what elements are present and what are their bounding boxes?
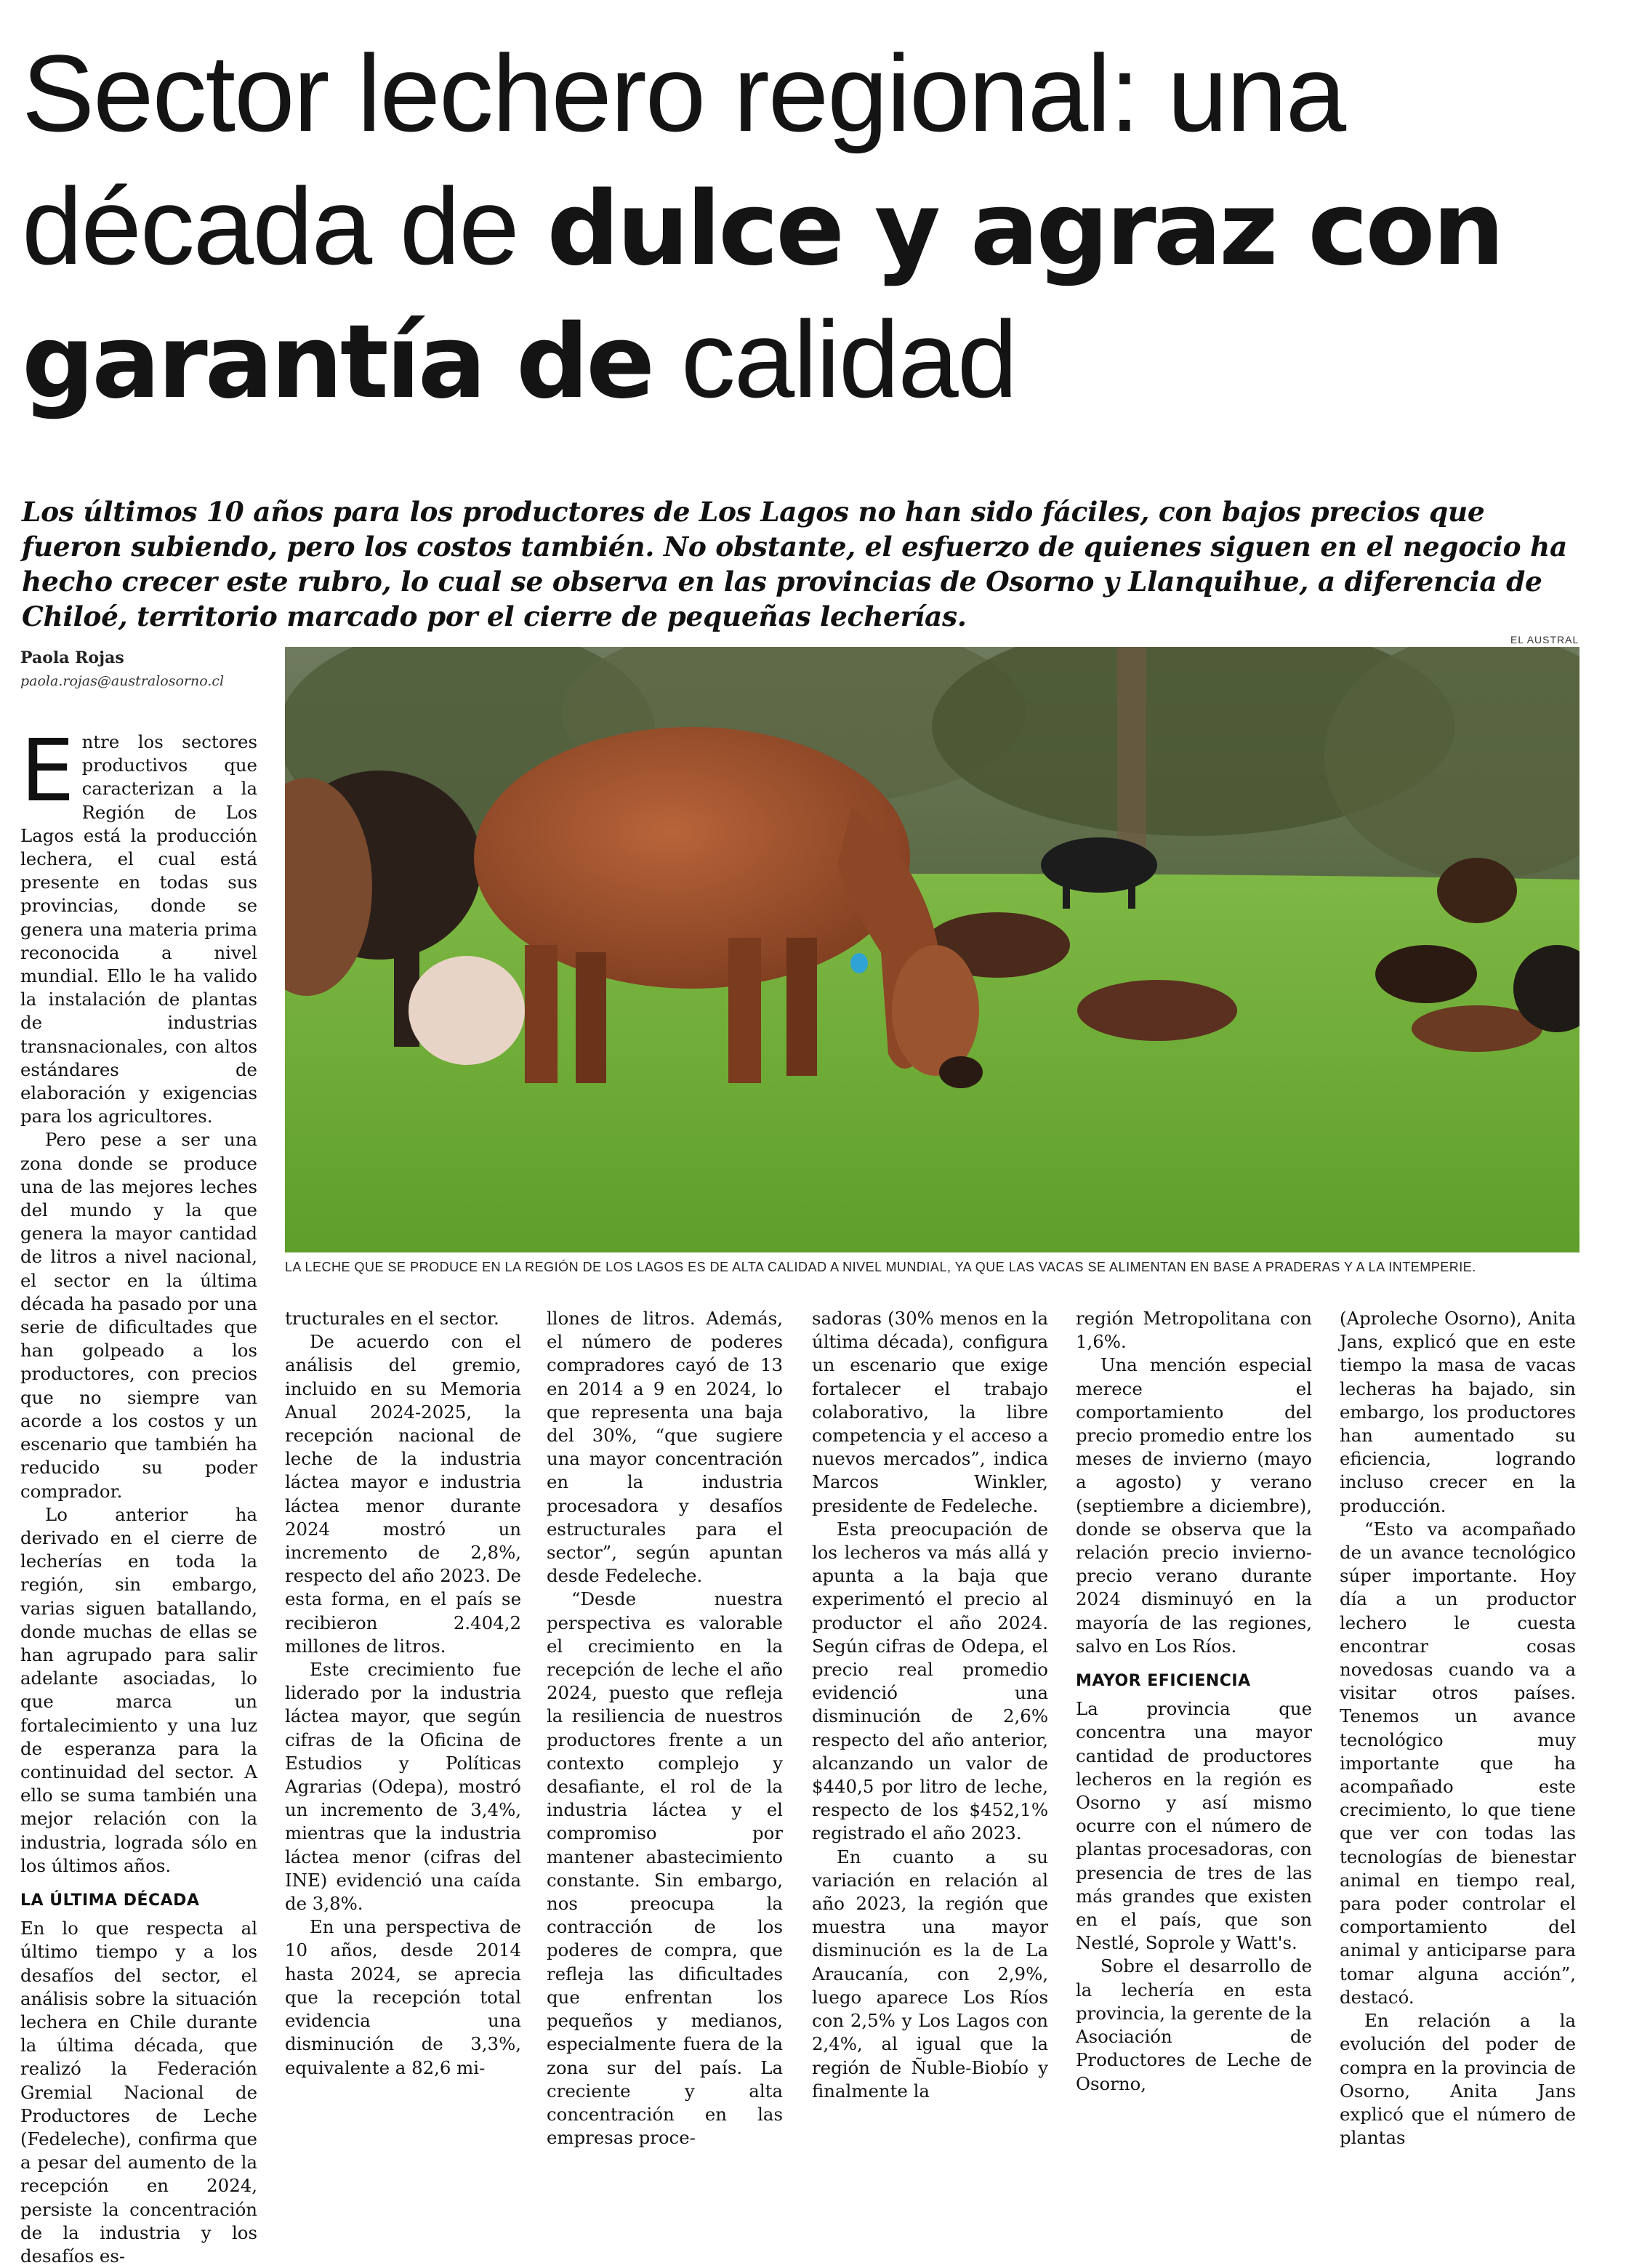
article-column-5	[1076, 1307, 1312, 2096]
col4-paragraph-2: Esta preocupación de los lecheros va más allá y apunta a la baja que experimentó el precio al productor el año 2024. Según cifras de Odepa, el precio real promedio evidenció una disminución de 2,6% respecto del año anterior, alcanzando un valor de $440,5 por litro de leche, respecto de los $452,1% registrado el año 2023.	[812, 1518, 1048, 1844]
author-email: paola.rojas@australosorno.cl	[20, 673, 225, 689]
col2-paragraph-1: tructurales en el sector.	[285, 1308, 499, 1329]
photo-caption: LA LECHE QUE SE PRODUCE EN LA REGIÓN DE LOS LAGOS ES DE ALTA CALIDAD A NIVEL MUNDIAL, YA QUE LAS VACAS SE ALIMENTAN EN BASE A PRADERAS Y A LA INTEMPERIE.	[285, 1260, 1476, 1274]
article-column-4	[812, 1307, 1048, 2103]
byline	[20, 648, 282, 689]
col3-paragraph-1: llones de litros. Además, el número de poderes compradores cayó de 13 en 2014 a 9 en 2024, lo que representa una baja del 30%, “que sugiere una mayor concentración en la industria procesadora y desafíos estructurales para el sector”, según apuntan desde Fedeleche.	[547, 1308, 783, 1587]
col6-paragraph-2: “Esto va acompañado de un avance tecnológico súper importante. Hoy día a un productor lechero le cuesta encontrar cosas novedosas cuando va a visitar otros países. Tenemos un avance tecnológico muy importante que ha acompañado este crecimiento, lo que tiene que ver con todas las tecnologías de bienestar animal en tiempo real, para poder controlar el comportamiento del animal y anticiparse para tomar alguna acción”, destacó.	[1340, 1518, 1576, 2008]
lede: Los últimos 10 años para los productores de Los Lagos no han sido fáciles, con bajos precios que fueron subiendo, pero los costos también. No obstante, el esfuerzo de quienes siguen en el negocio ha hecho crecer este rubro, lo cual se observa en las provincias de Osorno y Llanquihue, a diferencia de Chiloé, territorio marcado por el cierre de pequeñas lecherías.	[22, 496, 1567, 632]
photo-credit: EL AUSTRAL	[1510, 634, 1579, 646]
col6-paragraph-1: (Aproleche Osorno), Anita Jans, explicó que en este tiempo la masa de vacas lecheras ha bajado, sin embargo, los productores han aumentado su eficiencia, logrando incluso crecer en la producción.	[1340, 1308, 1576, 1516]
article-column-6	[1340, 1307, 1576, 2150]
col4-paragraph-3: En cuanto a su variación en relación al año 2023, la región que muestra una mayor disminución es la de La Araucanía, con 2,9%, luego aparece Los Ríos con 2,5% y Los Lagos con 2,4%, al igual que la región de Ñuble-Biobío y finalmente la	[812, 1846, 1048, 2102]
col5-paragraph-3: La provincia que concentra una mayor cantidad de productores lecheros en la región es Osorno y así mismo ocurre con el número de plantas procesadoras, con presencia de tres de las más grandes que existen en el país, que son Nestlé, Soprole y Watt's.	[1076, 1698, 1312, 1954]
col2-paragraph-4: En una perspectiva de 10 años, desde 2014 hasta 2024, se aprecia que la recepción total evidencia una disminución de 3,3%, equivalente a 82,6 mi-	[285, 1916, 521, 2078]
col5-paragraph-2: Una mención especial merece el comportamiento del precio promedio entre los meses de invierno (mayo a agosto) y verano (septiembre a diciembre), donde se observa que la relación precio invierno-precio verano durante 2024 disminuyó en la mayoría de las regiones, salvo en Los Ríos.	[1076, 1354, 1312, 1657]
headline-part1: Sector lechero regional: una década de	[22, 32, 1345, 287]
dropcap: E	[20, 720, 75, 821]
section-heading-mayor-eficiencia: MAYOR EFICIENCIA	[1076, 1672, 1251, 1691]
article-column-2	[285, 1307, 521, 2080]
col3-paragraph-2: “Desde nuestra perspectiva es valorable el crecimiento en la recepción de leche el año 2024, puesto que refleja la resiliencia de nuestros productores frente a un contexto complejo y desafiante, el rol de la industria láctea y el compromiso por mantener abastecimiento constante. Sin embargo, nos preocupa la contracción de los poderes de compra, que refleja las dificultades que enfrentan los pequeños y medianos, especialmente fuera de la zona sur del país. La creciente y alta concentración en las empresas proce-	[547, 1588, 783, 2149]
headline-part3: calidad	[652, 298, 1017, 420]
article-column-1	[20, 720, 257, 2268]
col1-paragraph-2: Pero pese a ser una zona donde se produce una de las mejores leches del mundo y la que genera la mayor cantidad de litros a nivel nacional, el sector en la última década ha pasado por una serie de dificultades que han golpeado a los productores, con precios que no siempre van acorde a los costos y un escenario que también ha reducido su poder comprador.	[20, 1129, 257, 1502]
col2-paragraph-3: Este crecimiento fue liderado por la industria láctea mayor, que según cifras de la Oficina de Estudios y Políticas Agrarias (Odepa), mostró un incremento de 3,4%, mientras que la industria láctea menor (cifras del INE) evidenció una caída de 3,8%.	[285, 1659, 521, 1915]
col2-paragraph-2: De acuerdo con el análisis del gremio, incluido en su Memoria Anual 2024-2025, la recepción nacional de leche de la industria láctea mayor e industria láctea menor durante 2024 mostró un incremento de 2,8%, respecto del año 2023. De esta forma, en el país se recibieron 2.404,2 millones de litros.	[285, 1331, 521, 1657]
article-column-3	[547, 1307, 783, 2150]
col1-paragraph-3: Lo anterior ha derivado en el cierre de lecherías en toda la región, sin embargo, varias siguen batallando, donde muchas de ellas se han agrupado para salir adelante asociadas, lo que marca un fortalecimiento y una luz de esperanza para la continuidad del sector. A ello se suma también una mejor relación con la industria, lograda sólo en los últimos años.	[20, 1503, 257, 1876]
headline-part2: dulce y agraz con garantía de	[22, 170, 1502, 422]
col5-paragraph-1: región Metropolitana con 1,6%.	[1076, 1308, 1312, 1353]
col4-paragraph-1: sadoras (30% menos en la última década), configura un escenario que exige fortalecer el trabajo colaborativo, la libre competencia y el acceso a nuevos mercados”, indica Marcos Winkler, presidente de Fedeleche.	[812, 1308, 1048, 1516]
section-heading-ultima-decada: LA ÚLTIMA DÉCADA	[20, 1891, 200, 1910]
author-name: Paola Rojas	[20, 648, 124, 667]
col1-paragraph-1	[20, 720, 257, 1128]
col6-paragraph-3: En relación a la evolución del poder de compra en la provincia de Osorno, Anita Jans explicó que el número de plantas	[1340, 2010, 1576, 2149]
col1-paragraph-4: En lo que respecta al último tiempo y a los desafíos del sector, el análisis sobre la situación lechera en Chile durante la última década, que realizó la Federación Gremial Nacional de Productores de Leche (Fedeleche), confirma que a pesar del aumento de la recepción en 2024, persiste la concentración de la industria y los desafíos es-	[20, 1918, 257, 2267]
headline	[22, 29, 1621, 428]
cows-photo	[285, 647, 1579, 1252]
col1-p1-text: ntre los sectores productivos que caracterizan a la Región de Los Lagos está la producción lechera, el cual está presente en todas sus provincias, donde se genera una materia prima reconocida a nivel mundial. Ello le ha valido la instalación de plantas de industrias transnacionales, con altos estándares de elaboración y exigencias para los agricultores.	[20, 731, 257, 1127]
col5-paragraph-4: Sobre el desarrollo de la lechería en esta provincia, la gerente de la Asociación de Productores de Leche de Osorno,	[1076, 1955, 1312, 2094]
